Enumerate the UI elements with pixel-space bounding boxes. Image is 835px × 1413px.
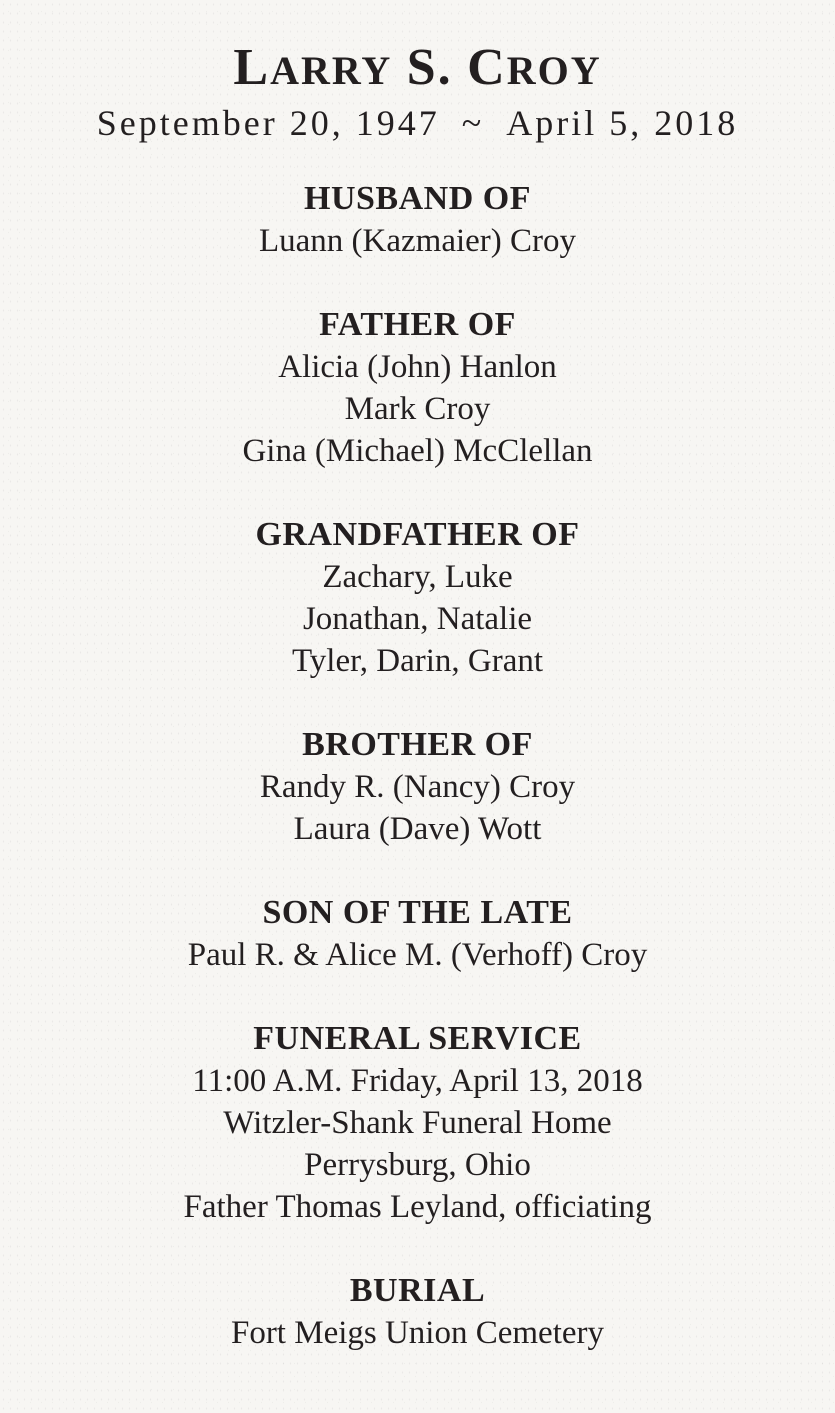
section-heading: BROTHER OF bbox=[302, 726, 533, 763]
survivor-line: Tyler, Darin, Grant bbox=[291, 643, 544, 679]
service-time: 11:00 A.M. Friday, April 13, 2018 bbox=[192, 1063, 643, 1099]
funeral-home: Witzler-Shank Funeral Home bbox=[223, 1105, 612, 1141]
survivor-line: Jonathan, Natalie bbox=[302, 601, 533, 637]
survivor-line: Laura (Dave) Wott bbox=[293, 811, 542, 847]
section-heading: BURIAL bbox=[349, 1272, 486, 1309]
husband-section bbox=[0, 178, 835, 262]
survivor-line: Randy R. (Nancy) Croy bbox=[259, 769, 576, 805]
section-heading: SON OF THE LATE bbox=[262, 894, 573, 931]
survivor-line: Luann (Kazmaier) Croy bbox=[258, 223, 577, 259]
life-dates bbox=[0, 102, 835, 144]
son-section bbox=[0, 892, 835, 976]
date-separator: ~ bbox=[461, 103, 485, 143]
deceased-name: LARRY S. CROY bbox=[233, 39, 602, 96]
survivor-line: Mark Croy bbox=[344, 391, 491, 427]
section-heading: FUNERAL SERVICE bbox=[253, 1020, 582, 1057]
parents-line: Paul R. & Alice M. (Verhoff) Croy bbox=[187, 937, 648, 973]
officiant: Father Thomas Leyland, officiating bbox=[183, 1189, 652, 1225]
section-heading: GRANDFATHER OF bbox=[255, 516, 580, 553]
grandfather-section bbox=[0, 514, 835, 682]
service-location: Perrysburg, Ohio bbox=[304, 1147, 531, 1183]
death-date: April 5, 2018 bbox=[506, 103, 739, 143]
birth-date: September 20, 1947 bbox=[96, 103, 440, 143]
survivor-line: Gina (Michael) McClellan bbox=[242, 433, 593, 469]
burial-section bbox=[0, 1270, 835, 1354]
brother-section bbox=[0, 724, 835, 850]
section-heading: HUSBAND OF bbox=[304, 180, 531, 217]
survivor-line: Alicia (John) Hanlon bbox=[278, 349, 557, 385]
father-section bbox=[0, 304, 835, 472]
survivor-line: Zachary, Luke bbox=[322, 559, 513, 595]
cemetery: Fort Meigs Union Cemetery bbox=[230, 1315, 605, 1351]
section-heading: FATHER OF bbox=[319, 306, 516, 343]
funeral-section bbox=[0, 1018, 835, 1228]
